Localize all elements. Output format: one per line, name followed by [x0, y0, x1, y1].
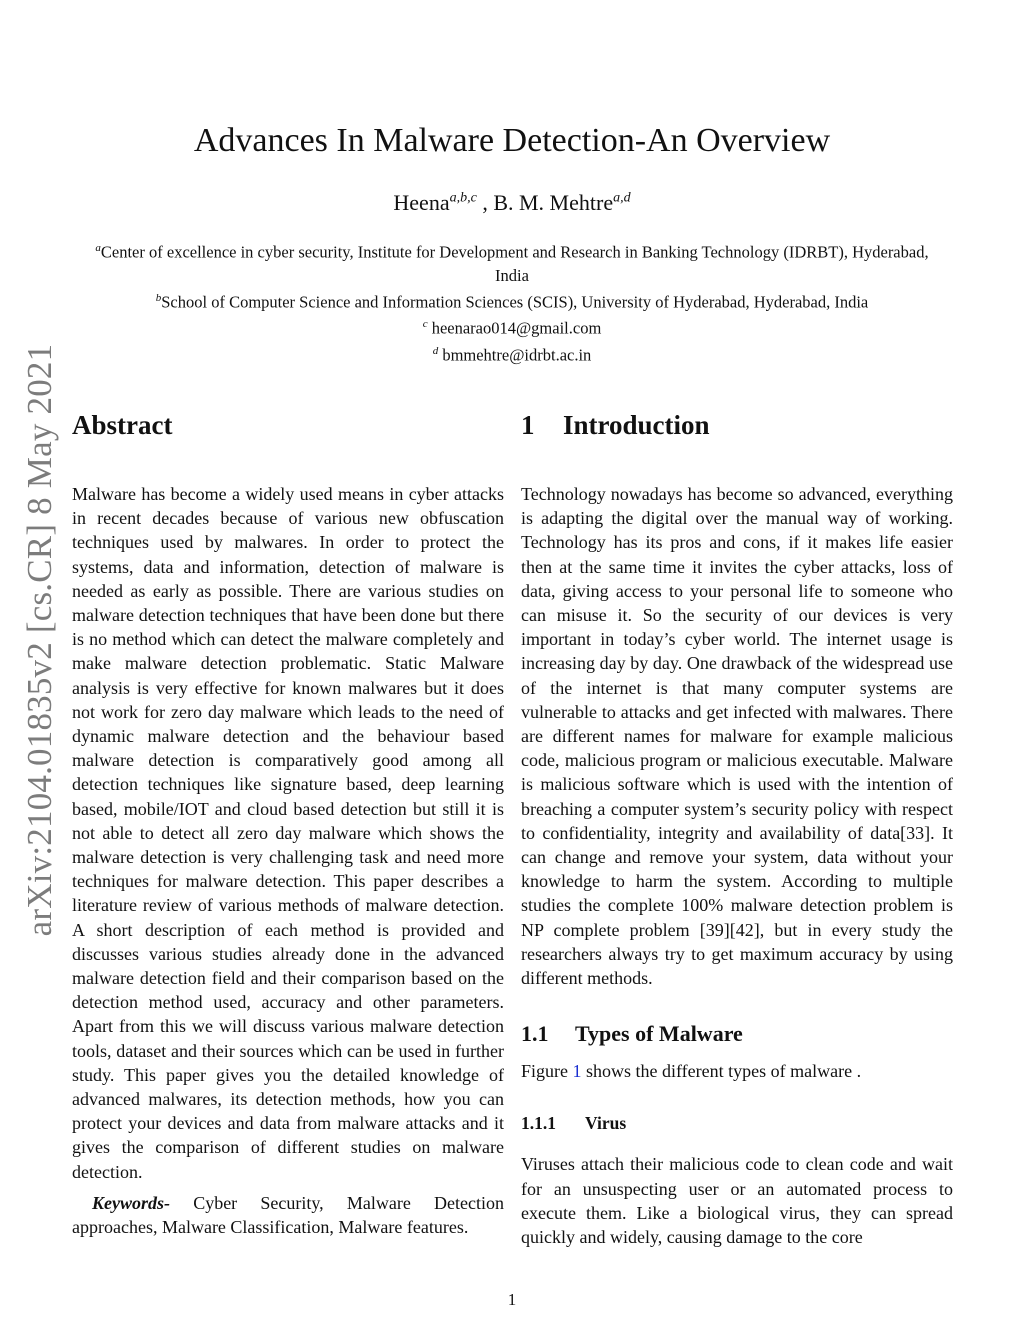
- affiliation-b: [90, 287, 934, 314]
- types-of-malware-heading: [521, 1021, 953, 1047]
- arxiv-side-stamp: arXiv:2104.01835v2 [cs.CR] 8 May 2021: [20, 343, 59, 937]
- keywords: [72, 1191, 504, 1239]
- subsection-title: Types of Malware: [575, 1021, 743, 1047]
- section-number: 1: [521, 410, 535, 440]
- affiliations: [90, 237, 934, 366]
- affiliation-mark: c: [422, 318, 428, 330]
- text-before-ref: Figure: [521, 1061, 573, 1082]
- abstract-heading: Abstract: [72, 410, 173, 440]
- figure-reference-link[interactable]: 1: [572, 1061, 582, 1082]
- author-name: B. M. Mehtre: [493, 190, 614, 215]
- text-after-ref: shows the different types of malware .: [581, 1061, 862, 1082]
- types-of-malware-body: [521, 1059, 953, 1083]
- section-title: Introduction: [563, 410, 710, 440]
- affiliation-text: School of Computer Science and Information Sciences (SCIS), University of Hyderabad, Hyderabad, India: [161, 292, 869, 311]
- keywords-text: Cyber Security, Malware Detection approaches, Malware Classification, Malware features.: [72, 1192, 504, 1238]
- author-marks: a,b,c: [449, 190, 477, 206]
- email-text: heenarao014@gmail.com: [431, 318, 602, 338]
- email-text: bmmehtre@idrbt.ac.in: [442, 345, 592, 364]
- affiliation-a: [90, 237, 934, 287]
- abstract-body: Malware has become a widely used means in cyber attacks in recent decades because of various new obfuscation techniques used by malwares. In order to protect the systems, data and information, detection of malware is needed as early as possible. There are various studies on malware detection techniques that have been done but there is no method which can detect the malware completely and make malware detection problematic. Static Malware analysis is very effective for known malwares but it does not work for zero day malware which leads to the need of dynamic malware detection and the behaviour based malware detection is comparatively good among all detection techniques like signature based, deep learning based, mobile/IOT and cloud based detection but still it is not able to detect all zero day malware which shows the malware detection is very challenging task and need more techniques for malware detection. This paper describes a literature review of various methods of malware detection. A short description of each method is provided and discusses various studies already done in the advanced malware detection field and their comparison based on the detection method used, accuracy and other parameters. Apart from this we will discuss various malware detection tools, dataset and their sources which can be used in further study. This paper gives you the detailed knowledge of advanced malwares, its detection methods, how you can protect your devices and data from malware attacks and it gives the comparison of different studies on malware detection.: [72, 484, 504, 1182]
- author-marks: a,d: [613, 190, 631, 206]
- subsection-number: 1.1: [521, 1021, 549, 1047]
- affiliation-mark: b: [155, 291, 162, 304]
- virus-body: Viruses attach their malicious code to clean code and wait for an unsuspecting user or an automated process to execute them. Like a biological virus, they can spread quickly and widely, causing damage to the core: [521, 1154, 953, 1248]
- affiliation-mark: a: [95, 242, 101, 254]
- virus-heading: [521, 1113, 953, 1134]
- subsubsection-number: 1.1.1: [521, 1113, 556, 1134]
- email-d: [90, 340, 934, 367]
- author-name: Heena: [393, 190, 450, 215]
- author-line: [0, 190, 1024, 216]
- affiliation-text: Center of excellence in cyber security, Institute for Development and Research in Banking Technology (IDRBT), Hyderabad, India: [100, 242, 929, 285]
- paper-title: Advances In Malware Detection-An Overview: [193, 122, 831, 159]
- author-separator: ,: [476, 190, 494, 215]
- affiliation-mark: d: [432, 344, 439, 357]
- introduction-body: Technology nowadays has become so advanced, everything is adapting the digital over the manual way of working. Technology has its pros and cons, if it makes life easier then at the same time it invites the cyber attacks, loss of data, giving access to your personal life to someone who can misuse it. So the security of our devices is very important in today’s cyber world. The internet usage is increasing day by day. One drawback of the widespread use of the internet is that many computer systems are vulnerable to attacks and get infected with malwares. There are different names for malware for example malicious code, malicious program or malicious executable. Malware is malicious software which is used with the intention of breaching a computer system’s security policy with respect to confidentiality, integrity and availability of data[33]. It can change and remove your system, data without your knowledge to harm the system. According to multiple studies the complete 100% malware detection problem is NP complete problem [39][42], but in every study the researchers always try to get maximum accuracy by using different methods.: [521, 484, 953, 989]
- subsubsection-title: Virus: [585, 1113, 627, 1134]
- right-column: [521, 410, 953, 1249]
- keywords-label: Keywords-: [92, 1192, 170, 1213]
- page-number: 1: [507, 1290, 517, 1309]
- left-column: [72, 410, 504, 1239]
- email-c: [90, 313, 934, 340]
- introduction-heading: [521, 410, 953, 441]
